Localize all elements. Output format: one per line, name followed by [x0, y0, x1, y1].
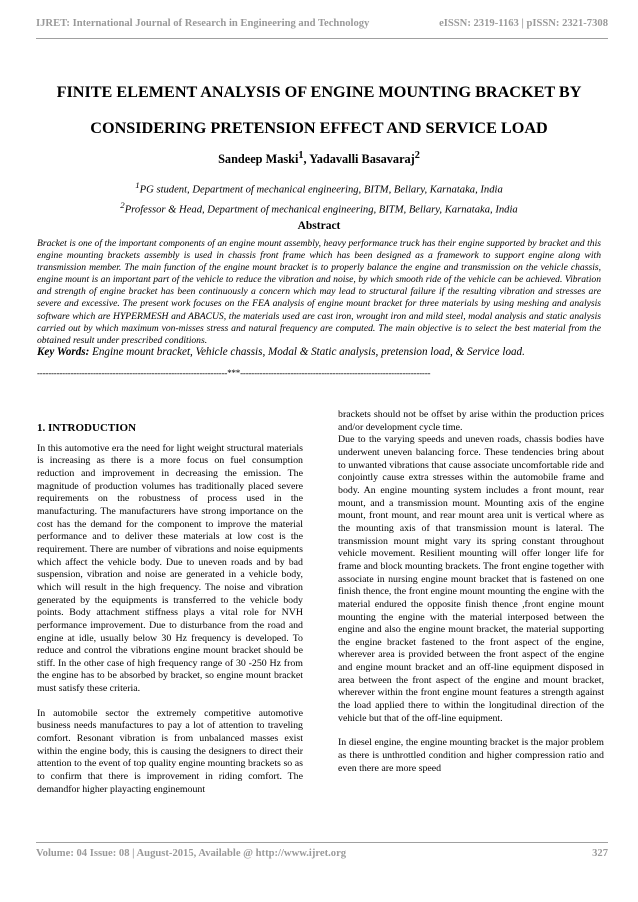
- paragraph: In diesel engine, the engine mounting bracket is the major problem as there is unthrottled condition and higher compression ratio and even there are more speed: [338, 737, 604, 774]
- section-separator: --------------------------------------------------------------------***--------------------------------------------------------------------: [37, 368, 431, 378]
- abstract-text: Bracket is one of the important components of an engine mount assembly, heavy performance truck has their engine supported by bracket and this engine mounting brackets assembly is used in chassis front frame which has been designed as a framework to support engine along with transmission member. The main function of the engine mount bracket is to properly balance the engine and transmission on the vehicle chassis, engine mount is an important part of the vehicle to reduce the vibration and noise, by which smooth ride of the vehicle can be achieved. Vibration and strength of engine bracket has been continuously a concern which may lead to structural failure if the resulting vibration and stresses are severe and excessive. The present work focuses on the FEA analysis of engine mount bracket for three materials by using meshing and analysis software which are HYPERMESH and ABACUS, the materials used are cast iron, wrought iron and mild steel, modal analysis and static analysis carried out by which maximum von-misses stress and natural frequency are computed. The main objective is to select the best material from the obtained result under prescribed conditions.: [37, 238, 601, 346]
- author-list: [0, 150, 638, 167]
- affiliation-2: [0, 198, 638, 218]
- keywords: [37, 346, 601, 358]
- affiliation-2-sup: 2: [120, 200, 125, 211]
- right-column: [338, 409, 604, 775]
- footer-rule: [36, 842, 608, 843]
- journal-name: IJRET: International Journal of Research in Engineering and Technology: [36, 17, 370, 29]
- header-rule: [36, 38, 608, 39]
- author-1: Sandeep Maski: [218, 152, 299, 167]
- affiliation-2-text: Professor & Head, Department of mechanical engineering, BITM, Bellary, Karnataka, India: [124, 204, 518, 216]
- keywords-label: Key Words:: [37, 346, 90, 358]
- keywords-text: Engine mount bracket, Vehicle chassis, Modal & Static analysis, pretension load, & Service load.: [89, 346, 525, 358]
- author-2: Yadavalli Basavaraj: [309, 152, 415, 167]
- paragraph: brackets should not be offset by arise within the production prices and/or development cycle time.: [338, 409, 604, 433]
- issn: eISSN: 2319-1163 | pISSN: 2321-7308: [439, 17, 608, 29]
- author-separator: ,: [303, 152, 310, 167]
- paragraph: In this automotive era the need for light weight structural materials is increasing as there is a more focus on fuel consumption reduction and improvement in decreasing the emission. The magnitude of production volumes has traditionally placed severe requirements on the robustness of process used in the manufacturing. The manufacturers have strong importance on the cost has the demand for the component to improve the material performance and to deliver these materials at low cost is the requirement. There are number of vibrations and noise equipments which affect the vehicle body. Due to uneven roads and by bad suspension, vibration and noise are generated in a vehicle body, which will result in the high frequency. The noise and vibration generated by the equipments is transferred to the vehicle body points. Body attachment stiffness plays a vital role for NVH performance improvement. Due to disturbance from the road and engine at idle, usually below 30 Hz frequency is developed. To reduce and control the vibrations engine mount bracket should be stiff. In the other case of high frequency range of 30 -250 Hz from the engine has to be absorbed by bracket, so engine mount bracket must satisfy these criteria.: [37, 442, 303, 695]
- title-line-1: FINITE ELEMENT ANALYSIS OF ENGINE MOUNTING BRACKET BY: [56, 83, 582, 101]
- paper-title: [20, 78, 618, 142]
- paragraph: Due to the varying speeds and uneven roads, chassis bodies have underwent uneven balancing force. These tendencies bring about to unwanted vibrations that cause associate uncomfortable ride and conjointly cause extra stresses within the automobile frame and body. An engine mounting system includes a front mount, rear mount, and a transmission mount. Mounting axis of the engine mount, front mount, and rear mount area unit is vertical where as the mounting axis of that transmission mount is lateral. The transmission mount might vary its spring constant throughout vehicle movement. Resilient mounting will offer longer life for frame and block mounting brackets. The front engine together with associate in nursing engine mount bracket that is fastened on one finish thence, the front engine mount mounting the engine with the material endured the opposite finish thence ,front engine mount mounting the engine with the material interposed between the engine and also the engine mount bracket, the material supporting the engine bracket fastened to the front aspect of the engine, wherever area is provided between the front aspect of the engine and engine mount bracket and an off-line equipment disposed in area between the front aspect of the engine and mount bracket, wherever within the front engine mount features a strength against the load applied there to within the longitudinal direction of the vehicle but that of the off-line equipment.: [338, 434, 604, 724]
- footer-volume-info: Volume: 04 Issue: 08 | August-2015, Available @ http://www.ijret.org: [36, 848, 347, 859]
- page-number: 327: [592, 848, 608, 859]
- running-header: [36, 10, 608, 36]
- affiliation-1-sup: 1: [135, 180, 140, 190]
- author-2-sup: 2: [414, 150, 420, 161]
- paragraph: In automobile sector the extremely competitive automotive business needs manufactures to pay a lot of attention to traveling comfort. Resonant vibration is from unbalanced masses exist within the engine body, this is causing the designers to direct their attention to the event of top quality engine mounting brackets so as to confirm that there is improvement in riding comfort. The demandfor higher playacting enginemount: [37, 707, 303, 795]
- affiliations: [0, 178, 638, 218]
- left-column: [37, 402, 303, 796]
- affiliation-1: [0, 178, 638, 198]
- section-heading-introduction: 1. INTRODUCTION: [37, 422, 137, 434]
- running-footer: [36, 848, 608, 859]
- title-line-2: CONSIDERING PRETENSION EFFECT AND SERVICE LOAD: [90, 119, 548, 137]
- author-1-sup: 1: [298, 150, 304, 161]
- affiliation-1-text: PG student, Department of mechanical engineering, BITM, Bellary, Karnataka, India: [139, 184, 503, 196]
- abstract-heading: Abstract: [297, 220, 341, 232]
